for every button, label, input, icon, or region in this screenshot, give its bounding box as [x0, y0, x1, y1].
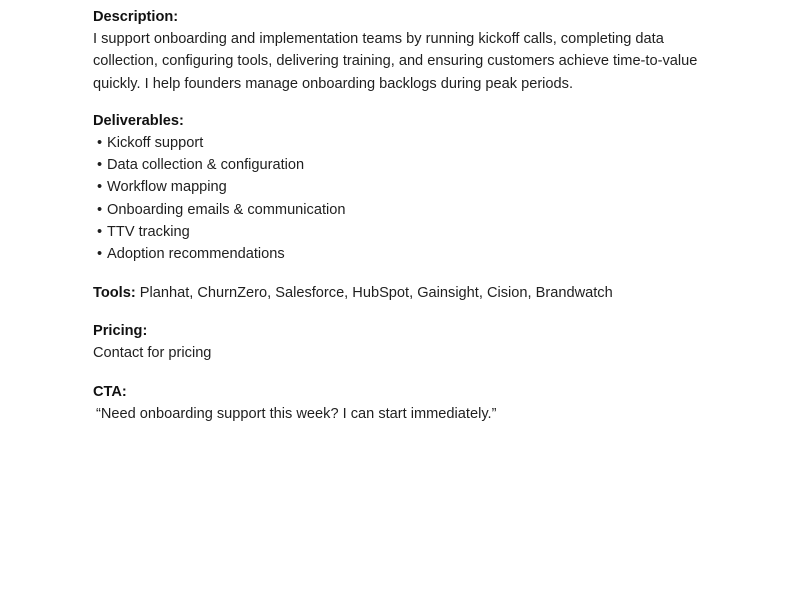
deliverables-list	[93, 132, 345, 265]
bullet-icon: •	[97, 245, 103, 262]
deliverables-label: Deliverables:	[93, 113, 184, 129]
deliverables-section	[93, 110, 345, 265]
bullet-icon: •	[97, 179, 103, 196]
list-item-text: TTV tracking	[107, 223, 190, 240]
description-label: Description:	[93, 9, 179, 25]
list-item	[93, 243, 345, 265]
bullet-icon: •	[97, 157, 103, 174]
list-item	[93, 132, 345, 154]
tools-section	[93, 282, 613, 304]
tools-text: Planhat, ChurnZero, Salesforce, HubSpot, Gainsight, Cision, Brandwatch	[139, 285, 613, 301]
list-item-text: Workflow mapping	[107, 179, 227, 196]
list-item-text: Data collection & configuration	[107, 157, 305, 174]
tools-label: Tools:	[93, 285, 136, 301]
cta-label: CTA:	[93, 384, 127, 400]
pricing-text: Contact for pricing	[93, 345, 212, 361]
cta-section	[93, 381, 496, 425]
list-item-text: Adoption recommendations	[107, 245, 285, 262]
description-text: I support onboarding and implementation teams by running kickoff calls, completing data collection, configuring tools, delivering training, and ensuring customers achieve time-to-value quickly. I help founders manage onboarding backlogs during peak periods.	[93, 31, 698, 92]
bullet-icon: •	[97, 135, 103, 151]
list-item	[93, 199, 345, 221]
description-section	[93, 6, 708, 95]
list-item	[93, 154, 345, 176]
list-item-text: Onboarding emails & communication	[107, 201, 346, 218]
list-item-text: Kickoff support	[107, 135, 204, 151]
cta-text: “Need onboarding support this week? I can start immediately.”	[96, 406, 497, 422]
pricing-section	[93, 320, 211, 364]
list-item	[93, 221, 345, 243]
bullet-icon: •	[97, 223, 103, 240]
pricing-label: Pricing:	[93, 323, 148, 339]
bullet-icon: •	[97, 201, 103, 218]
list-item	[93, 176, 345, 198]
